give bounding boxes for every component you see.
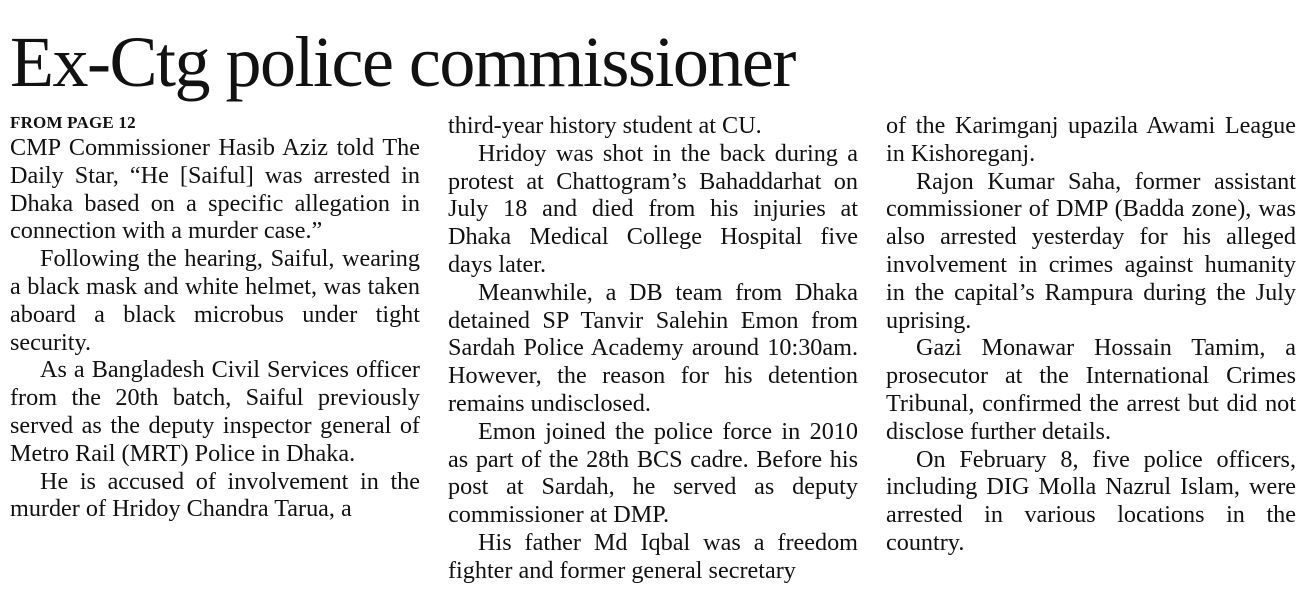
paragraph: CMP Commissioner Hasib Aziz told The Daily Star, “He [Saiful] was arrested in Dhaka based on a specific allegation in connection with a murder case.”: [10, 134, 420, 245]
paragraph: On February 8, five police officers, including DIG Molla Nazrul Islam, were arrested in various locations in the country.: [886, 445, 1296, 556]
article-column-1: [10, 112, 420, 523]
headline: Ex-Ctg police commissioner: [10, 22, 795, 102]
paragraph: He is accused of involvement in the murder of Hridoy Chandra Tarua, a: [10, 467, 420, 523]
jump-line: FROM PAGE 12: [10, 113, 136, 132]
paragraph: Hridoy was shot in the back during a protest at Chattogram’s Bahaddarhat on July 18 and died from his injuries at Dhaka Medical College Hospital five days later.: [448, 139, 858, 278]
paragraph: third-year history student at CU.: [448, 112, 762, 139]
paragraph: Emon joined the police force in 2010 as part of the 28th BCS cadre. Before his post at Sardah, he served as deputy commissioner at DMP.: [448, 417, 858, 529]
article-column-3: [886, 112, 1296, 557]
paragraph: Gazi Monawar Hossain Tamim, a prosecutor at the International Crimes Tribunal, confirmed the arrest but did not disclose further details.: [886, 334, 1296, 445]
article-column-2: [448, 112, 858, 585]
paragraph: As a Bangladesh Civil Services officer from the 20th batch, Saiful previously served as the deputy inspector general of Metro Rail (MRT) Police in Dhaka.: [10, 356, 420, 467]
paragraph: Following the hearing, Saiful, wearing a black mask and white helmet, was taken aboard a black microbus under tight security.: [10, 245, 420, 356]
paragraph: of the Karimganj upazila Awami League in Kishoreganj.: [886, 112, 1296, 167]
paragraph: His father Md Iqbal was a freedom fighter and former general secretary: [448, 528, 858, 584]
paragraph: Meanwhile, a DB team from Dhaka detained SP Tanvir Salehin Emon from Sardah Police Academy around 10:30am. However, the reason for his detention remains undisclosed.: [448, 278, 858, 417]
paragraph: Rajon Kumar Saha, former assistant commissioner of DMP (Badda zone), was also arrested yesterday for his alleged involvement in crimes against humanity in the capital’s Rampura during the July uprising.: [886, 167, 1296, 334]
